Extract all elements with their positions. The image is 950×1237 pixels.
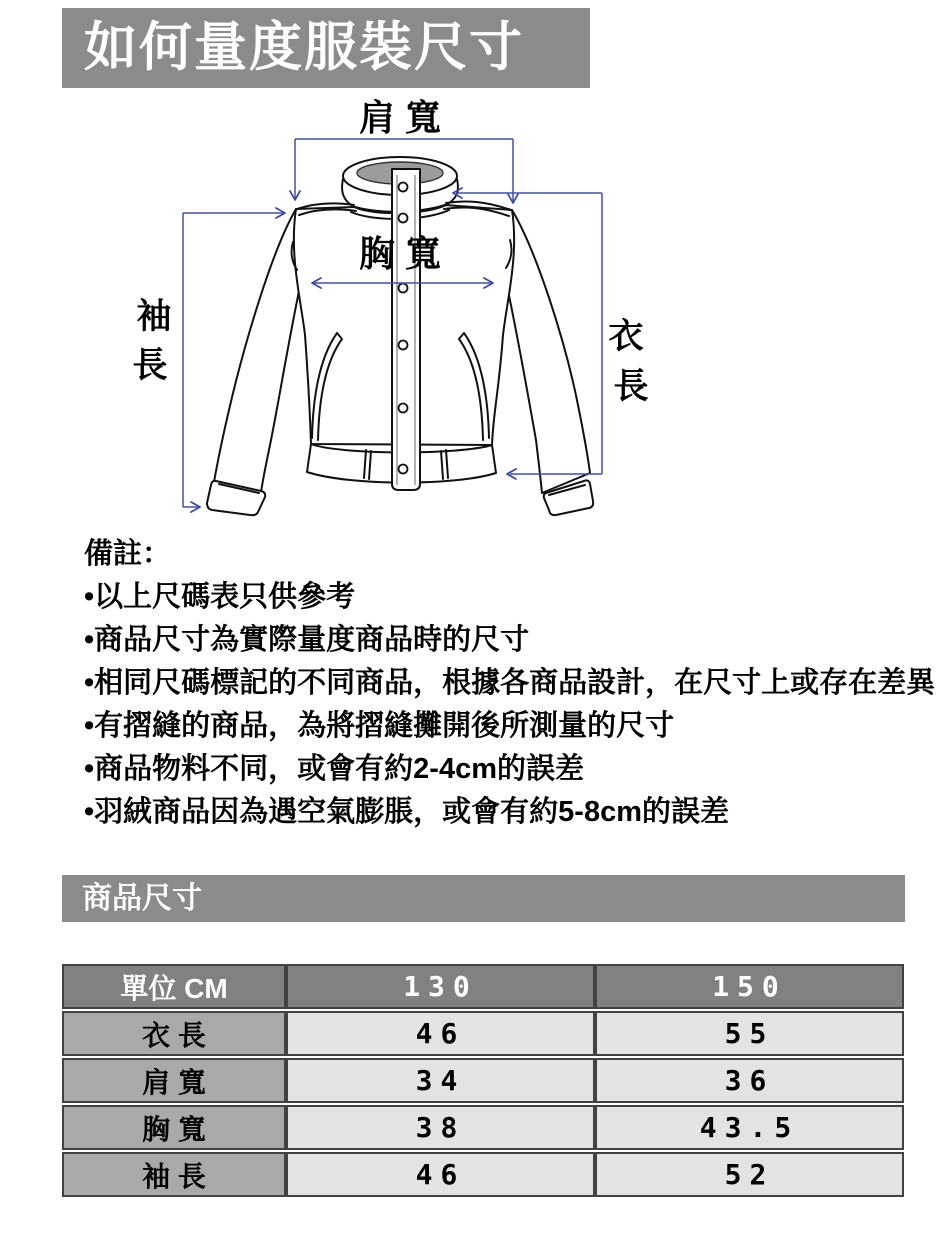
garment-length-label-char-1: 衣 [608,317,644,356]
size-table-header-row [62,964,904,1009]
note-item: •以上尺碼表只供參考 [84,581,356,613]
table-row [62,1058,904,1103]
product-size-section-title: 商品尺寸 [62,875,905,922]
notes-section [84,533,936,834]
size-table-unit-header: 單位 CM [62,964,286,1009]
shoulder-width-label: 肩 寬 [358,97,441,138]
table-row [62,1152,904,1197]
notes-title: 備註： [84,538,172,570]
chest-width-label: 胸 寬 [358,233,441,274]
row-label-sleeve-length: 袖 長 [62,1152,286,1197]
note-item: •商品物料不同，或會有約2-4cm的誤差 [84,753,584,785]
note-item: •羽絨商品因為遇空氣膨脹，或會有約5-8cm的誤差 [84,796,729,828]
sleeve-length-label-char-2: 長 [132,346,168,385]
row-label-shoulder-width: 肩 寬 [62,1058,286,1103]
table-row [62,1105,904,1150]
row-label-garment-length: 衣 長 [62,1011,286,1056]
size-table-size-130-header: 130 [286,964,595,1009]
cell-value: 36 [595,1058,904,1103]
cell-value: 38 [286,1105,595,1150]
size-table-size-150-header: 150 [595,964,904,1009]
note-item: •有摺縫的商品，為將摺縫攤開後所測量的尺寸 [84,710,675,742]
cell-value: 34 [286,1058,595,1103]
cell-value: 52 [595,1152,904,1197]
note-item: •相同尺碼標記的不同商品，根據各商品設計，在尺寸上或存在差異 [84,667,936,699]
cell-value: 46 [286,1152,595,1197]
page-title: 如何量度服裝尺寸 [62,8,590,88]
row-label-chest-width: 胸 寬 [62,1105,286,1150]
size-table [62,962,904,1199]
cell-value: 46 [286,1011,595,1056]
garment-length-label-char-2: 長 [613,367,649,406]
table-row [62,1011,904,1056]
jacket-right-sleeve [502,210,590,493]
cell-value: 55 [595,1011,904,1056]
sleeve-length-label-char-1: 袖 [136,297,172,336]
cell-value: 43.5 [595,1105,904,1150]
note-item: •商品尺寸為實際量度商品時的尺寸 [84,624,530,656]
